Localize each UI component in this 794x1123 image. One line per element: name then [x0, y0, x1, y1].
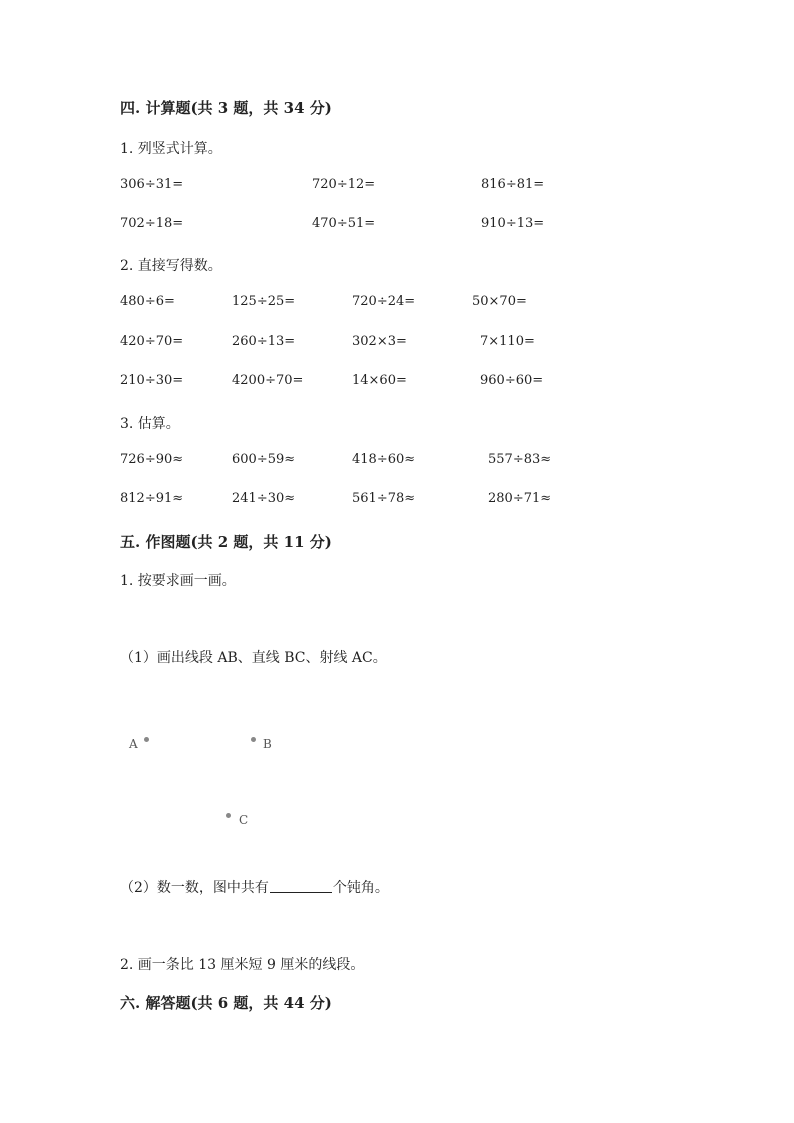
mental-math-item: 960÷60=: [480, 373, 544, 388]
point-label-a: A: [129, 737, 138, 751]
answer-blank[interactable]: [270, 880, 332, 893]
calc-item: 816÷81=: [481, 177, 545, 192]
question-4-3-label: 3. 估算。: [120, 416, 180, 432]
estimate-item: 418÷60≈: [352, 452, 416, 467]
estimate-item: 561÷78≈: [352, 491, 416, 506]
estimate-item: 280÷71≈: [488, 491, 552, 506]
mental-math-item: 260÷13=: [232, 334, 296, 349]
mental-math-item: 720÷24=: [352, 294, 416, 309]
section-5-title: 五. 作图题(共 2 题，共 11 分): [120, 533, 332, 551]
mental-math-item: 125÷25=: [232, 294, 296, 309]
question-5-1-sub-1: （1）画出线段 AB、直线 BC、射线 AC。: [120, 650, 387, 666]
mental-math-item: 4200÷70=: [232, 373, 304, 388]
calc-item: 720÷12=: [312, 177, 376, 192]
point-b-dot: [251, 737, 256, 742]
section-6-title: 六. 解答题(共 6 题，共 44 分): [120, 994, 332, 1012]
point-c-dot: [226, 813, 231, 818]
mental-math-item: 50×70=: [472, 294, 527, 309]
point-label-c: C: [239, 813, 249, 827]
estimate-item: 600÷59≈: [232, 452, 296, 467]
mental-math-item: 14×60=: [352, 373, 407, 388]
calc-item: 910÷13=: [481, 216, 545, 231]
sub-2-text-after: 个钝角。: [332, 880, 389, 896]
calc-item: 702÷18=: [120, 216, 184, 231]
estimate-item: 812÷91≈: [120, 491, 184, 506]
mental-math-item: 420÷70=: [120, 334, 184, 349]
question-5-2-label: 2. 画一条比 13 厘米短 9 厘米的线段。: [120, 957, 365, 973]
mental-math-item: 302×3=: [352, 334, 407, 349]
mental-math-item: 7×110=: [480, 334, 535, 349]
point-a-dot: [144, 737, 149, 742]
estimate-item: 726÷90≈: [120, 452, 184, 467]
mental-math-item: 480÷6=: [120, 294, 175, 309]
sub-2-text-before: （2）数一数，图中共有: [120, 880, 269, 896]
estimate-item: 241÷30≈: [232, 491, 296, 506]
calc-item: 306÷31=: [120, 177, 184, 192]
calc-item: 470÷51=: [312, 216, 376, 231]
question-4-1-label: 1. 列竖式计算。: [120, 141, 222, 157]
question-5-1-label: 1. 按要求画一画。: [120, 573, 236, 589]
section-4-title: 四. 计算题(共 3 题，共 34 分): [120, 99, 332, 117]
question-4-2-label: 2. 直接写得数。: [120, 258, 222, 274]
question-5-1-sub-2: [120, 877, 389, 897]
point-label-b: B: [263, 737, 272, 751]
mental-math-item: 210÷30=: [120, 373, 184, 388]
estimate-item: 557÷83≈: [488, 452, 552, 467]
